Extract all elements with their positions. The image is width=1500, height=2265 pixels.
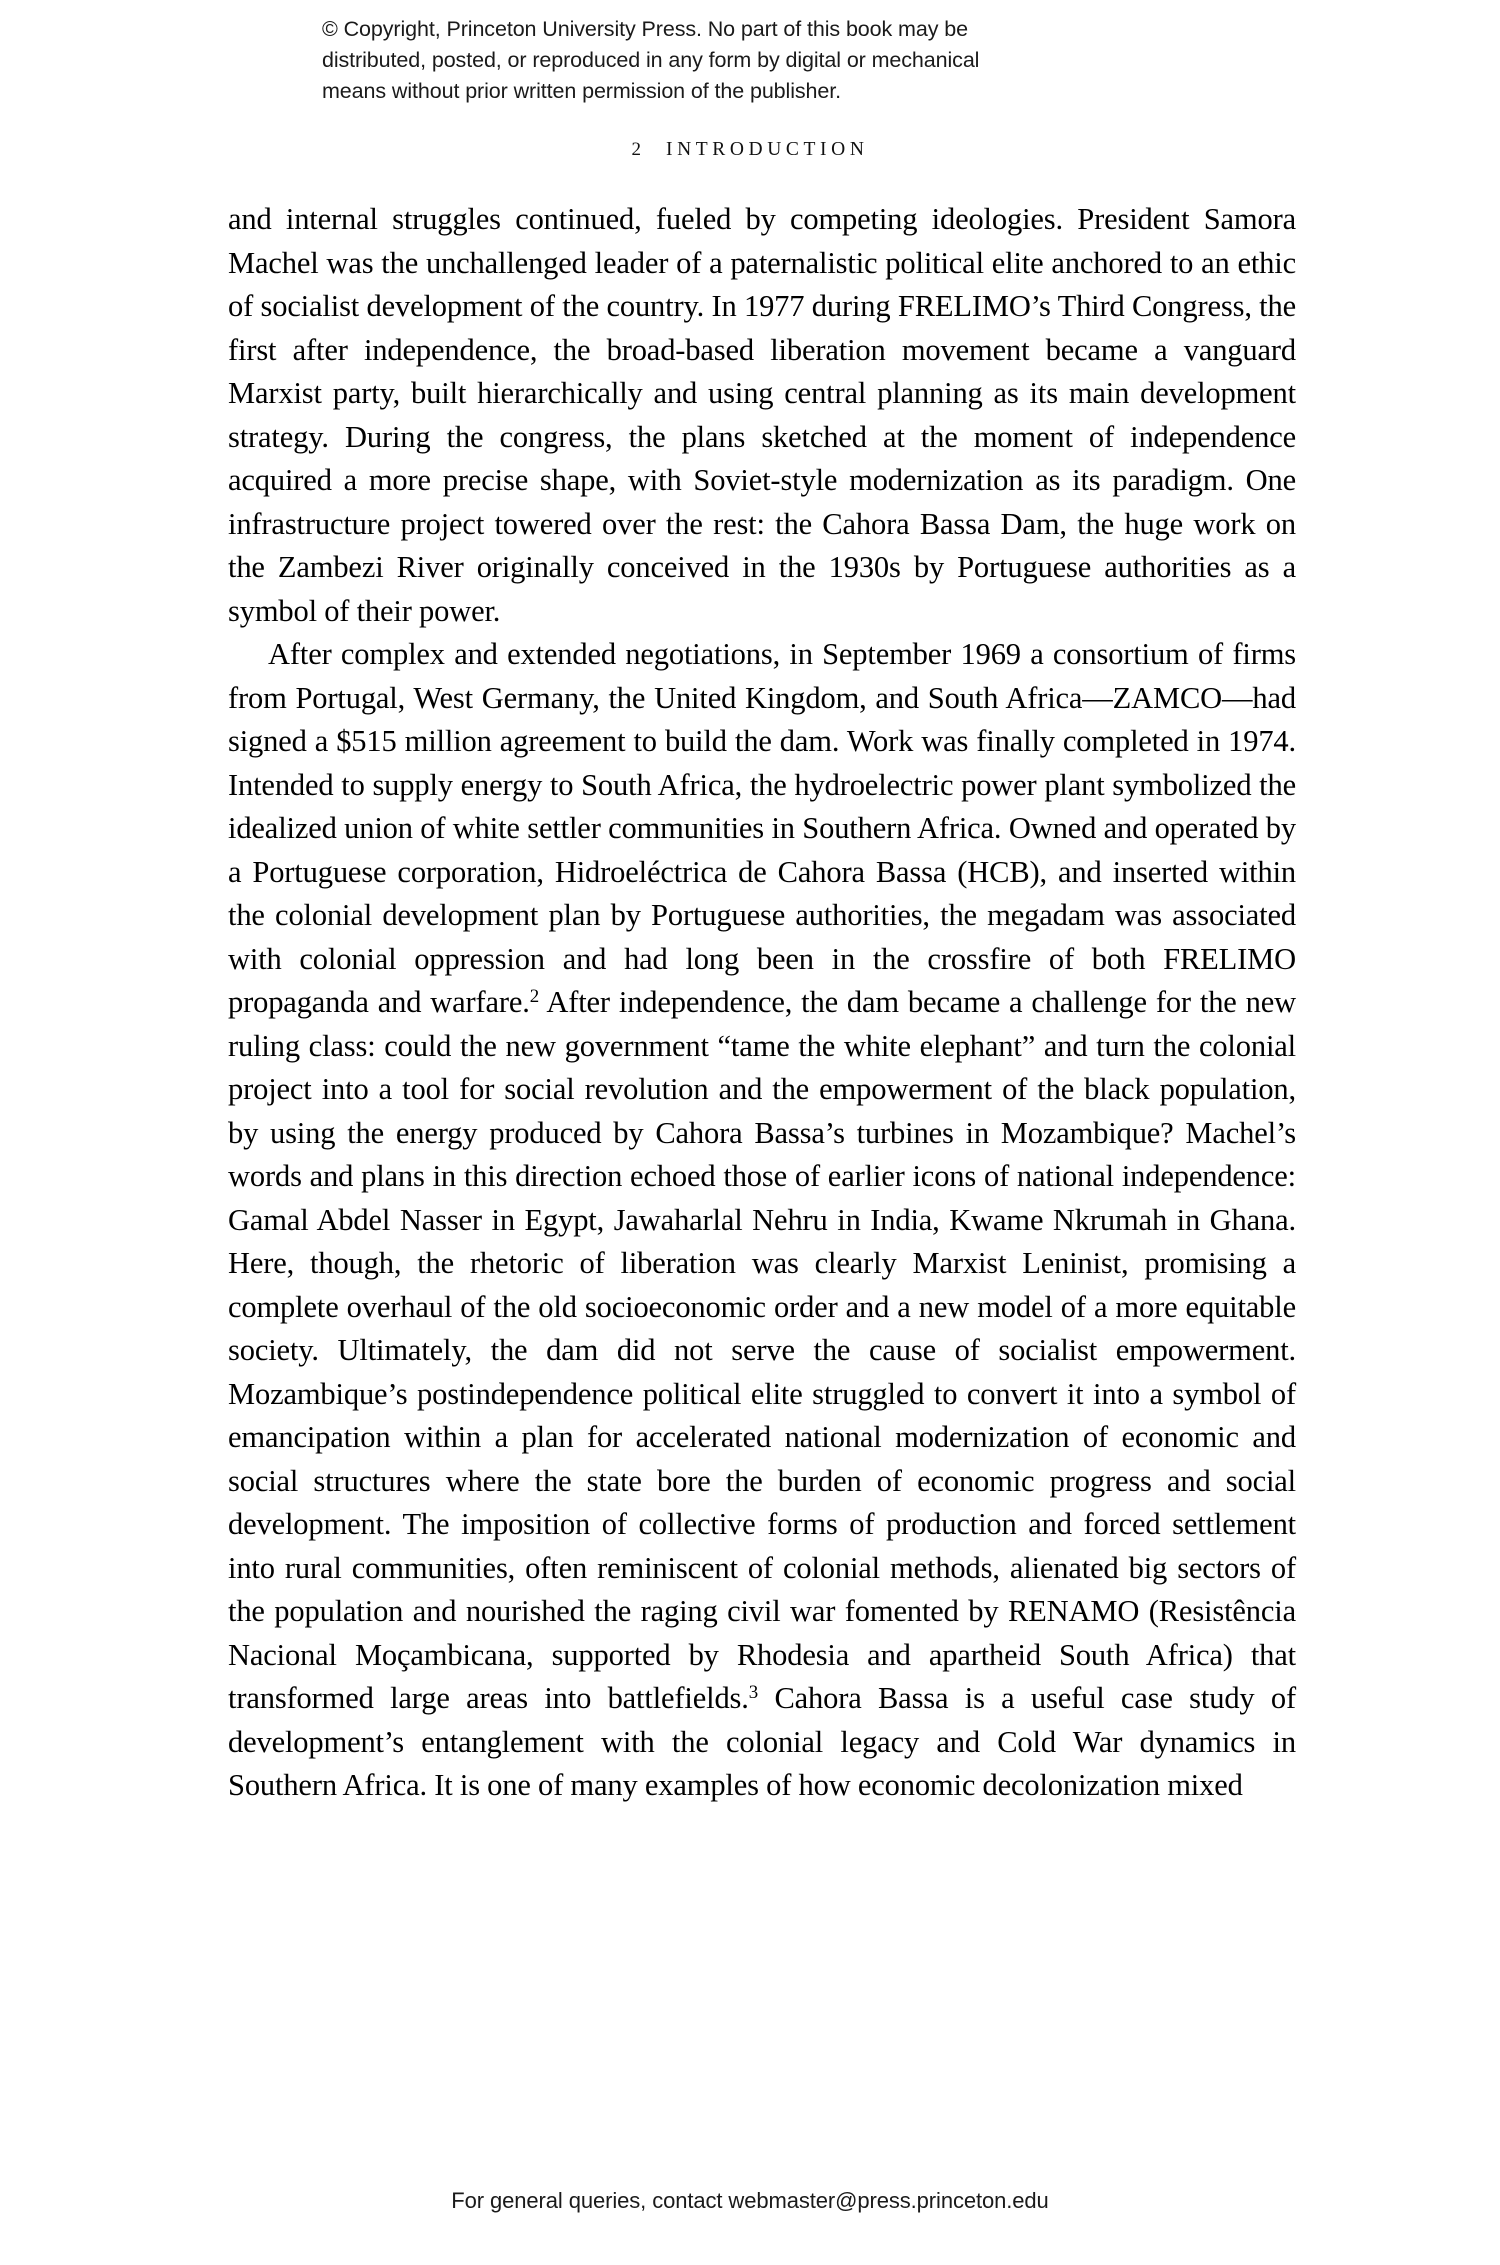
footnote-reference-3[interactable]: 3: [748, 1682, 759, 1704]
paragraph-2-text-part-3: Cahora Bassa is a useful case study of development’s entanglement with the colonial legacy and Cold War dynamics in Southern Africa. It is one of many examples of how economic decolonization mixed: [228, 1681, 1296, 1802]
copyright-notice: [322, 14, 1182, 107]
footnote-reference-2[interactable]: 2: [529, 986, 540, 1008]
paragraph-1-text: and internal struggles continued, fueled by competing ideologies. President Samora Machel was the unchallenged leader of a paternalistic political elite anchored to an ethic of socialist development of the country. In 1977 during FRELIMO’s Third Congress, the first after independence, the broad-based liberation movement became a vanguard Marxist party, built hierarchically and using central planning as its main development strategy. During the congress, the plans sketched at the moment of independence acquired a more precise shape, with Soviet-style modernization as its paradigm. One infrastructure project towered over the rest: the Cahora Bassa Dam, the huge work on the Zambezi River originally conceived in the 1930s by Portuguese authorities as a symbol of their power.: [228, 202, 1296, 628]
paragraph-2-text-part-2: After independence, the dam became a challenge for the new ruling class: could the new government “tame the white elephant” and turn the colonial project into a tool for social revolution and the empowerment of the black population, by using the energy produced by Cahora Bassa’s turbines in Mozambique? Machel’s words and plans in this direction echoed those of earlier icons of national independence: Gamal Abdel Nasser in Egypt, Jawaharlal Nehru in India, Kwame Nkrumah in Ghana. Here, though, the rhetoric of liberation was clearly Marxist Leninist, promising a complete overhaul of the old socioeconomic order and a new model of a more equitable society. Ultimately, the dam did not serve the cause of socialist empowerment. Mozambique’s postindependence political elite struggled to convert it into a symbol of emancipation within a plan for accelerated national modernization of economic and social structures where the state bore the burden of economic progress and social development. The imposition of collective forms of production and forced settlement into rural communities, often reminiscent of colonial methods, alienated big sectors of the population and nourished the raging civil war fomented by RENAMO (Resistência Nacional Moçambicana, supported by Rhodesia and apartheid South Africa) that transformed large areas into battlefields.: [228, 985, 1296, 1715]
paragraph-2-text-part-1: After complex and extended negotiations, in September 1969 a consortium of firms from Portugal, West Germany, the United Kingdom, and South Africa—ZAMCO—had signed a $515 million agreement to build the dam. Work was finally completed in 1974. Intended to supply energy to South Africa, the hydroelectric power plant symbolized the idealized union of white settler communities in Southern Africa. Owned and operated by a Portuguese corporation, Hidroeléctrica de Cahora Bassa (HCB), and inserted within the colonial development plan by Portuguese authorities, the megadam was associated with colonial oppression and had long been in the crossfire of both FRELIMO propaganda and warfare.: [228, 637, 1296, 1019]
copyright-line-1: © Copyright, Princeton University Press. No part of this book may be: [322, 17, 968, 41]
body-paragraph-2: [228, 633, 1296, 1808]
running-head: [0, 139, 1500, 161]
body-paragraph-1: [228, 198, 1296, 633]
copyright-line-3: means without prior written permission of the publisher.: [322, 79, 842, 103]
page-footer: [0, 2188, 1500, 2214]
page-number: 2: [631, 139, 642, 160]
page-body: [228, 198, 1296, 1808]
running-head-title: INTRODUCTION: [665, 139, 869, 160]
footer-contact-text: For general queries, contact webmaster@press.princeton.edu: [451, 2188, 1049, 2213]
copyright-line-2: distributed, posted, or reproduced in any form by digital or mechanical: [322, 48, 980, 72]
